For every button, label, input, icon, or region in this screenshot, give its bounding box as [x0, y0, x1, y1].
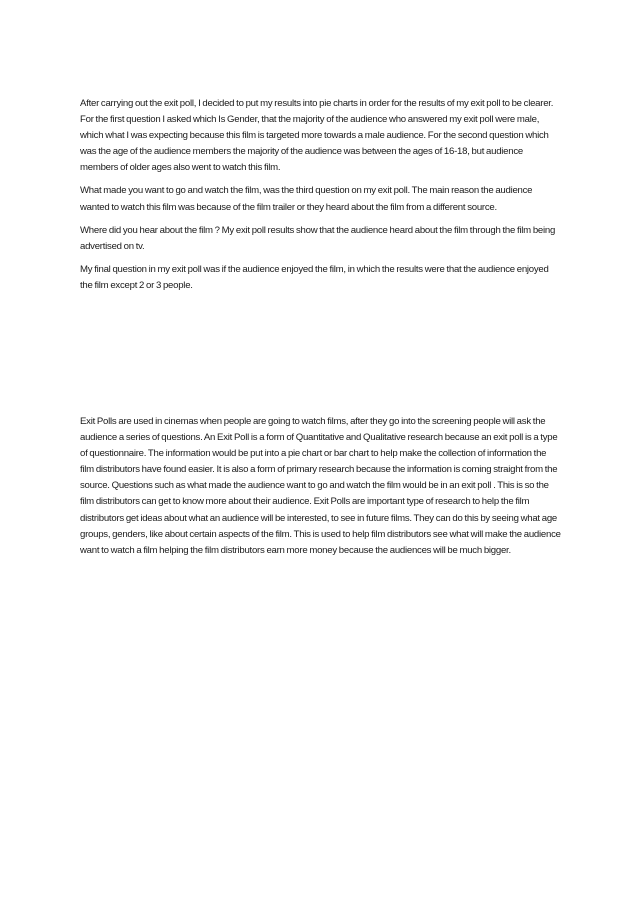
- paragraph-third-question: What made you want to go and watch the film, was the third question on my exit poll. The main reason the audience wanted to watch this film was because of the film trailer or they heard about the film from a different source.: [80, 185, 533, 213]
- paragraph-where-heard: Where did you hear about the film ? My exit poll results show that the audience heard about the film through the film being advertised on tv.: [80, 224, 556, 252]
- paragraph-final-question: My final question in my exit poll was if the audience enjoyed the film, in which the results were that the audience enjoyed the film except 2 or 3 people.: [80, 263, 549, 291]
- paragraph-exit-poll-explanation: Exit Polls are used in cinemas when people are going to watch films, after they go into the screening people will ask the audience a series of questions. An Exit Poll is a form of Quantitative and Qualitative research because an exit poll is a type of questionnaire. The information would be put into a pie chart or bar chart to help make the collection of information the film distributors have found easier. It is also a form of primary research because the information is coming straight from the source. Questions such as what made the audience want to go and watch the film would be in an exit poll . This is so the film distributors can get to know more about their audience. Exit Polls are important type of research to help the film distributors get ideas about what an audience will be interested, to see in future films. They can do this by seeing what age groups, genders, like about certain aspects of the film. This is used to help film distributors see what will make the audience want to watch a film helping the film distributors earn more money because the audiences will be much bigger.: [80, 416, 561, 556]
- exit-poll-explanation-section: [80, 414, 562, 566]
- exit-poll-results-section: [80, 96, 562, 301]
- paragraph-results-intro: After carrying out the exit poll, I decided to put my results into pie charts in order for the results of my exit poll to be clearer. For the first question I asked which Is Gender, that the majority of the audience who answered my exit poll were male, which what I was expecting because this film is targeted more towards a male audience. For the second question which was the age of the audience members the majority of the audience was between the ages of 16-18, but audience members of older ages also went to watch this film.: [80, 98, 554, 174]
